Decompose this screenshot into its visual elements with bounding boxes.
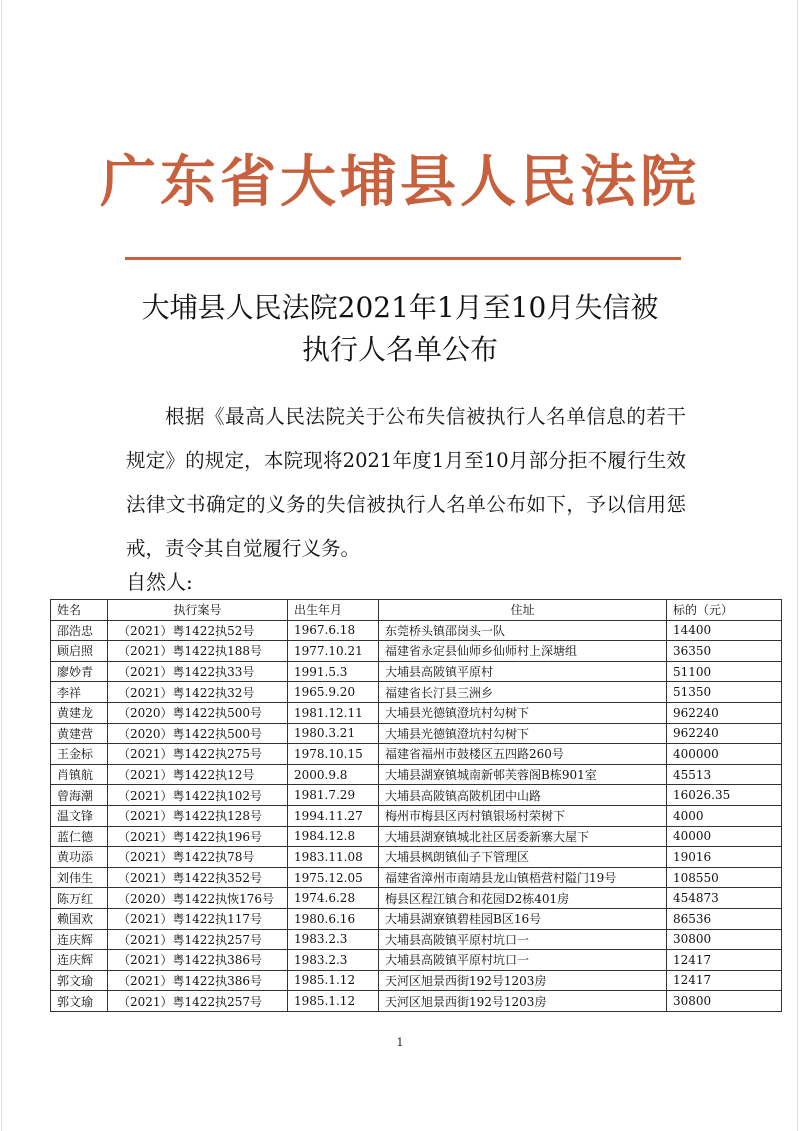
cell-amount: 36350 bbox=[667, 641, 782, 662]
cell-birth-date: 1965.9.20 bbox=[288, 682, 379, 703]
cell-name: 顾启照 bbox=[51, 641, 108, 662]
cell-amount: 12417 bbox=[667, 970, 782, 991]
cell-name: 邵浩忠 bbox=[51, 620, 108, 641]
cell-birth-date: 1967.6.18 bbox=[288, 620, 379, 641]
body-paragraph: 根据《最高人民法院关于公布失信被执行人名单信息的若干规定》的规定，本院现将2021年度1月至10月部分拒不履行生效法律文书确定的义务的失信被执行人名单公布如下，予以信用惩戒，责令其自觉履行义务。 bbox=[126, 405, 686, 560]
cell-name: 连庆辉 bbox=[51, 929, 108, 950]
document-title bbox=[90, 287, 710, 371]
cell-case-number: （2021）粤1422执257号 bbox=[108, 929, 288, 950]
cell-name: 温文锋 bbox=[51, 805, 108, 826]
cell-birth-date: 1983.2.3 bbox=[288, 950, 379, 971]
cell-birth-date: 1974.6.28 bbox=[288, 888, 379, 909]
cell-birth-date: 1984.12.8 bbox=[288, 826, 379, 847]
cell-birth-date: 1980.6.16 bbox=[288, 908, 379, 929]
cell-birth-date: 1978.10.15 bbox=[288, 744, 379, 765]
cell-name: 郭文瑜 bbox=[51, 991, 108, 1012]
cell-case-number: （2021）粤1422执33号 bbox=[108, 661, 288, 682]
cell-address: 天河区旭景西街192号1203房 bbox=[379, 970, 667, 991]
table-row bbox=[51, 991, 782, 1012]
cell-amount: 454873 bbox=[667, 888, 782, 909]
table-row bbox=[51, 867, 782, 888]
cell-birth-date: 1977.10.21 bbox=[288, 641, 379, 662]
cell-case-number: （2020）粤1422执恢176号 bbox=[108, 888, 288, 909]
table-row bbox=[51, 744, 782, 765]
cell-case-number: （2021）粤1422执78号 bbox=[108, 847, 288, 868]
letterhead-divider bbox=[125, 257, 681, 260]
cell-case-number: （2021）粤1422执352号 bbox=[108, 867, 288, 888]
cell-case-number: （2021）粤1422执196号 bbox=[108, 826, 288, 847]
table-row bbox=[51, 970, 782, 991]
cell-name: 陈万红 bbox=[51, 888, 108, 909]
cell-birth-date: 1975.12.05 bbox=[288, 867, 379, 888]
table-row bbox=[51, 682, 782, 703]
table-row bbox=[51, 661, 782, 682]
table-header-row bbox=[51, 600, 782, 621]
table-row bbox=[51, 764, 782, 785]
column-header-amount: 标的（元） bbox=[667, 600, 782, 621]
column-header-name: 姓名 bbox=[51, 600, 108, 621]
cell-amount: 45513 bbox=[667, 764, 782, 785]
cell-name: 黄建营 bbox=[51, 723, 108, 744]
court-letterhead: 广东省大埔县人民法院 bbox=[100, 149, 700, 215]
document-title-line2: 执行人名单公布 bbox=[301, 333, 498, 366]
cell-amount: 14400 bbox=[667, 620, 782, 641]
cell-case-number: （2021）粤1422执386号 bbox=[108, 950, 288, 971]
cell-address: 天河区旭景西街192号1203房 bbox=[379, 991, 667, 1012]
table-row bbox=[51, 641, 782, 662]
cell-birth-date: 1994.11.27 bbox=[288, 805, 379, 826]
cell-case-number: （2021）粤1422执275号 bbox=[108, 744, 288, 765]
table-row bbox=[51, 785, 782, 806]
cell-address: 福建省长汀县三洲乡 bbox=[379, 682, 667, 703]
table-row bbox=[51, 826, 782, 847]
cell-amount: 962240 bbox=[667, 723, 782, 744]
cell-amount: 86536 bbox=[667, 908, 782, 929]
cell-name: 郭文瑜 bbox=[51, 970, 108, 991]
cell-address: 大埔县湖寮镇碧桂园B区16号 bbox=[379, 908, 667, 929]
column-header-birth-date: 出生年月 bbox=[288, 600, 379, 621]
cell-name: 刘伟生 bbox=[51, 867, 108, 888]
cell-name: 连庆辉 bbox=[51, 950, 108, 971]
cell-birth-date: 1981.7.29 bbox=[288, 785, 379, 806]
section-label-natural-persons: 自然人: bbox=[126, 570, 193, 594]
cell-case-number: （2021）粤1422执52号 bbox=[108, 620, 288, 641]
cell-amount: 51100 bbox=[667, 661, 782, 682]
cell-case-number: （2021）粤1422执188号 bbox=[108, 641, 288, 662]
cell-birth-date: 1983.2.3 bbox=[288, 929, 379, 950]
page-number: 1 bbox=[396, 1036, 404, 1049]
cell-amount: 4000 bbox=[667, 805, 782, 826]
cell-birth-date: 1985.1.12 bbox=[288, 970, 379, 991]
table-row bbox=[51, 702, 782, 723]
cell-amount: 12417 bbox=[667, 950, 782, 971]
cell-address: 大埔县枫朗镇仙子下管理区 bbox=[379, 847, 667, 868]
cell-amount: 51350 bbox=[667, 682, 782, 703]
cell-case-number: （2021）粤1422执32号 bbox=[108, 682, 288, 703]
cell-name: 曾海潮 bbox=[51, 785, 108, 806]
cell-address: 福建省永定县仙师乡仙师村上深塘组 bbox=[379, 641, 667, 662]
cell-amount: 30800 bbox=[667, 991, 782, 1012]
defaulter-table bbox=[50, 599, 782, 1012]
cell-birth-date: 2000.9.8 bbox=[288, 764, 379, 785]
cell-name: 赖国欢 bbox=[51, 908, 108, 929]
cell-case-number: （2020）粤1422执500号 bbox=[108, 702, 288, 723]
table-row bbox=[51, 847, 782, 868]
cell-case-number: （2021）粤1422执102号 bbox=[108, 785, 288, 806]
table-row bbox=[51, 723, 782, 744]
cell-case-number: （2021）粤1422执128号 bbox=[108, 805, 288, 826]
cell-name: 王金标 bbox=[51, 744, 108, 765]
cell-case-number: （2021）粤1422执257号 bbox=[108, 991, 288, 1012]
cell-address: 大埔县湖寮镇城南新邨芙蓉阁B栋901室 bbox=[379, 764, 667, 785]
cell-address: 大埔县湖寮镇城北社区居委新寨大屋下 bbox=[379, 826, 667, 847]
cell-amount: 40000 bbox=[667, 826, 782, 847]
cell-amount: 19016 bbox=[667, 847, 782, 868]
document-title-line1: 大埔县人民法院2021年1月至10月失信被 bbox=[141, 291, 659, 324]
cell-name: 廖妙青 bbox=[51, 661, 108, 682]
cell-address: 大埔县光德镇澄坑村勾树下 bbox=[379, 702, 667, 723]
cell-address: 大埔县高陂镇高陂机团中山路 bbox=[379, 785, 667, 806]
cell-birth-date: 1980.3.21 bbox=[288, 723, 379, 744]
table-row bbox=[51, 888, 782, 909]
cell-birth-date: 1991.5.3 bbox=[288, 661, 379, 682]
cell-amount: 962240 bbox=[667, 702, 782, 723]
cell-address: 梅县区程江镇合和花园D2栋401房 bbox=[379, 888, 667, 909]
cell-name: 李祥 bbox=[51, 682, 108, 703]
table-row bbox=[51, 805, 782, 826]
cell-address: 大埔县高陂镇平原村坑口一 bbox=[379, 950, 667, 971]
column-header-address: 住址 bbox=[379, 600, 667, 621]
table-row bbox=[51, 908, 782, 929]
table-row bbox=[51, 950, 782, 971]
cell-case-number: （2021）粤1422执386号 bbox=[108, 970, 288, 991]
cell-birth-date: 1983.11.08 bbox=[288, 847, 379, 868]
cell-address: 大埔县高陂镇平原村坑口一 bbox=[379, 929, 667, 950]
cell-address: 大埔县光德镇澄坑村勾树下 bbox=[379, 723, 667, 744]
cell-address: 福建省福州市鼓楼区五四路260号 bbox=[379, 744, 667, 765]
cell-amount: 108550 bbox=[667, 867, 782, 888]
cell-name: 黄建龙 bbox=[51, 702, 108, 723]
cell-amount: 400000 bbox=[667, 744, 782, 765]
column-header-case-number: 执行案号 bbox=[108, 600, 288, 621]
cell-address: 梅州市梅县区丙村镇银场村荣树下 bbox=[379, 805, 667, 826]
cell-amount: 16026.35 bbox=[667, 785, 782, 806]
cell-name: 肖镇航 bbox=[51, 764, 108, 785]
cell-amount: 30800 bbox=[667, 929, 782, 950]
table-row bbox=[51, 929, 782, 950]
cell-case-number: （2021）粤1422执117号 bbox=[108, 908, 288, 929]
cell-address: 东莞桥头镇邵岗头一队 bbox=[379, 620, 667, 641]
cell-birth-date: 1985.1.12 bbox=[288, 991, 379, 1012]
table-row bbox=[51, 620, 782, 641]
cell-name: 黄功添 bbox=[51, 847, 108, 868]
cell-case-number: （2021）粤1422执12号 bbox=[108, 764, 288, 785]
cell-case-number: （2020）粤1422执500号 bbox=[108, 723, 288, 744]
cell-birth-date: 1981.12.11 bbox=[288, 702, 379, 723]
cell-address: 福建省漳州市南靖县龙山镇梧营村隘门19号 bbox=[379, 867, 667, 888]
cell-name: 蓝仁德 bbox=[51, 826, 108, 847]
cell-address: 大埔县高陂镇平原村 bbox=[379, 661, 667, 682]
